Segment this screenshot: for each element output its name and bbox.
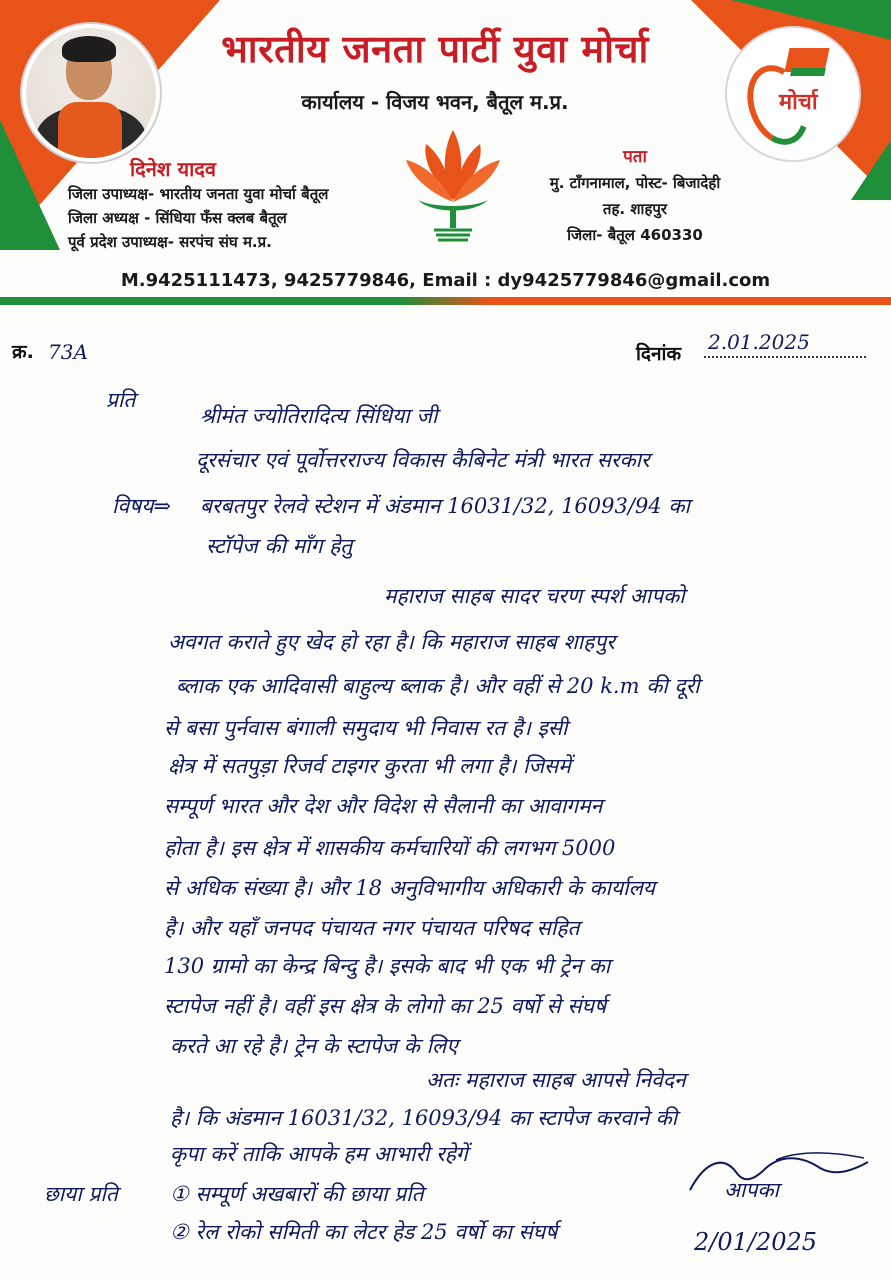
office-address: कार्यालय - विजय भवन, बैतूल म.प्र. — [301, 90, 569, 114]
recipient-line: श्रीमंत ज्योतिरादित्य सिंधिया जी — [200, 404, 438, 428]
body-line: क्षेत्र में सतपुड़ा रिजर्व टाइगर कुरता भी लगा है। जिसमें — [168, 754, 571, 778]
body-line: महाराज साहब सादर चरण स्पर्श आपको — [384, 584, 685, 608]
subject-line: बरबतपुर रेलवे स्टेशन में अंडमान 16031/32, 16093/94 का — [200, 494, 690, 518]
body-line: होता है। इस क्षेत्र में शासकीय कर्मचारियों की लगभग 5000 — [164, 836, 616, 860]
leader-photo — [22, 24, 160, 162]
subject-line: स्टॉपेज की माँग हेतु — [206, 534, 353, 558]
copy-label: छाया प्रति — [44, 1182, 118, 1206]
body-line: है। कि अंडमान 16031/32, 16093/94 का स्टापेज करवाने की — [170, 1106, 678, 1130]
logo-text: मोर्चा — [779, 90, 818, 115]
sender-post: जिला उपाध्यक्ष- भारतीय जनता युवा मोर्चा बैतूल — [68, 185, 329, 203]
address-line: जिला- बैतूल 460330 — [567, 226, 703, 244]
letter-date: 2.01.2025 — [708, 330, 810, 354]
body-line: है। और यहाँ जनपद पंचायत नगर पंचायत परिषद सहित — [164, 916, 580, 940]
body-line: अवगत कराते हुए खेद हो रहा है। कि महाराज साहब शाहपुर — [168, 630, 615, 654]
body-line: ब्लाक एक आदिवासी बाहुल्य ब्लाक है। और वहीं से 20 k.m की दूरी — [176, 674, 700, 698]
sender-name: दिनेश यादव — [130, 157, 216, 181]
date-label: दिनांक — [636, 343, 682, 365]
letterhead-divider — [0, 297, 891, 305]
organization-title: भारतीय जनता पार्टी युवा मोर्चा — [221, 27, 649, 71]
signature-text: आपका — [724, 1178, 779, 1202]
reference-number: 73A — [48, 340, 88, 364]
copy-item: ① सम्पूर्ण अखबारों की छाया प्रति — [170, 1182, 424, 1206]
sender-post: जिला अध्यक्ष - सिंधिया फँस क्लब बैतूल — [68, 209, 287, 227]
body-line: से अधिक संख्या है। और 18 अनुविभागीय अधिकारी के कार्यालय — [164, 876, 655, 900]
signature-scribble — [684, 1150, 874, 1206]
subject-label: विषय⇒ — [112, 494, 172, 518]
body-line: से बसा पुर्नवास बंगाली समुदाय भी निवास रत है। इसी — [164, 716, 568, 740]
body-line: करते आ रहे है। ट्रेन के स्टापेज के लिए — [170, 1034, 458, 1058]
yuva-morcha-logo — [725, 26, 861, 162]
to-label: प्रति — [106, 388, 136, 412]
sender-post: पूर्व प्रदेश उपाध्यक्ष- सरपंच संघ म.प्र. — [68, 233, 272, 251]
body-line: कृपा करें ताकि आपके हम आभारी रहेगें — [170, 1142, 468, 1166]
date-underline — [704, 356, 866, 358]
sender-address — [530, 144, 740, 248]
recipient-line: दूरसंचार एवं पूर्वोत्तरराज्य विकास कैबिनेट मंत्री भारत सरकार — [196, 448, 650, 472]
lotus-icon — [398, 122, 508, 247]
body-line: स्टापेज नहीं है। वहीं इस क्षेत्र के लोगो का 25 वर्षो से संघर्ष — [164, 994, 607, 1018]
address-heading: पता — [623, 147, 647, 167]
reference-label: क्र. — [12, 341, 34, 363]
body-line: 130 ग्रामो का केन्द्र बिन्दु है। इसके बाद भी एक भी ट्रेन का — [164, 954, 611, 978]
body-line: अतः महाराज साहब आपसे निवेदन — [426, 1068, 686, 1092]
body-line: सम्पूर्ण भारत और देश और विदेश से सैलानी का आवागमन — [164, 794, 603, 818]
address-line: मु. टॉंगनामाल, पोस्ट- बिजादेही — [549, 174, 721, 192]
contact-line: M.9425111473, 9425779846, Email : dy9425779846@gmail.com — [120, 270, 771, 291]
letterhead-green-corner-right-lower — [851, 140, 891, 200]
sender-posts — [68, 182, 328, 254]
signature-date: 2/01/2025 — [694, 1228, 818, 1256]
address-line: तह. शाहपुर — [602, 200, 668, 218]
copy-item: ② रेल रोको समिती का लेटर हेड 25 वर्षो का संघर्ष — [170, 1220, 558, 1244]
